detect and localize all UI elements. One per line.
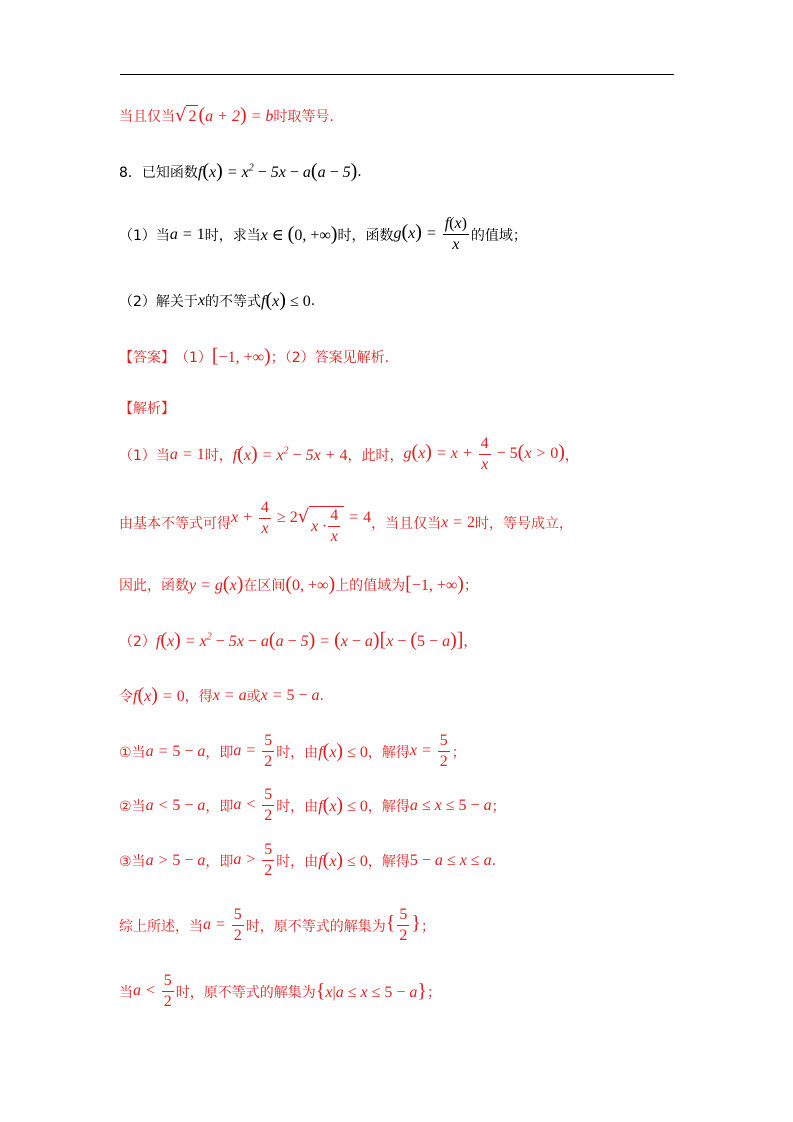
- header-rule: [120, 74, 674, 75]
- solution-step-4: （2） $f(x) = x^2 - 5x - a(a - 5) = (x - a)[x - (5 - a)]$ ，: [119, 629, 478, 651]
- summary-line: 综上所述，当 a = $\frac{5}{2}$ 时，原不等式的解集为 { $\frac{5}{2}$ } ；: [119, 906, 436, 944]
- analysis-label: 【解析】: [119, 401, 175, 417]
- solution-step-2: 由基本不等式可得 x + $\frac{4}{x}$ ≥ 2 √ x · $\frac{4}{x}$ = 4 ，当且仅当 x = 2 时，等号成立，: [119, 499, 573, 546]
- question-part-2: （2）解关于 x 的不等式 f(x) ≤ 0 .: [119, 289, 316, 311]
- case-1: ①当 a = 5 − a ，即 a = $\frac{5}{2}$ 时，由 f(x) ≤ 0 ，解得 x = $\frac{5}{2}$ ；: [119, 732, 466, 770]
- solution-step-1: （1）当 a = 1 时， $f(x) = x^2 - 5x + 4$ ，此时， g(x) = x + $\frac{4}{x}$ − 5(x > 0) ，: [119, 435, 579, 473]
- g-definition: g(x) = $\frac{f(x)}{x}$: [393, 215, 467, 253]
- question-part-1: （1）当 a = 1 时，求当 x ∈ (0, +∞) 时，函数 g(x) = $\frac{f(x)}{x}$ 的值域；: [119, 215, 527, 253]
- answer-label: 【答案】: [119, 349, 175, 366]
- answer-line: 【答案】 （1） [−1, +∞) ；（2）答案见解析.: [119, 345, 390, 367]
- equality-condition-line: 当且仅当 √ 2 (a + 2) = b 时取等号.: [119, 104, 334, 126]
- question-8: 8．已知函数 $f(x) = x^2 - 5x - a(a - 5)$ .: [119, 160, 362, 182]
- case-3: ③当 a > 5 − a ，即 a > $\frac{5}{2}$ 时，由 f(x) ≤ 0 ，解得 5 − a ≤ x ≤ a .: [119, 841, 497, 879]
- solution-step-5: 令 f(x) = 0 ，得 x = a 或 x = 5 − a .: [119, 684, 324, 706]
- solution-step-3: 因此，函数 y = g(x) 在区间 (0, +∞) 上的值域为 [−1, +∞) ；: [119, 573, 478, 595]
- math-expr: (a + 2) = b: [198, 104, 274, 126]
- math-sqrt2: √ 2: [175, 105, 197, 126]
- function-definition: $f(x) = x^2 - 5x - a(a - 5)$: [197, 160, 358, 182]
- last-line: 当 a < $\frac{5}{2}$ 时，原不等式的解集为 {x|a ≤ x ≤ 5 − a} ；: [119, 972, 442, 1010]
- case-2: ②当 a < 5 − a ，即 a < $\frac{5}{2}$ 时，由 f(x) ≤ 0 ，解得 a ≤ x ≤ 5 − a ；: [119, 786, 506, 824]
